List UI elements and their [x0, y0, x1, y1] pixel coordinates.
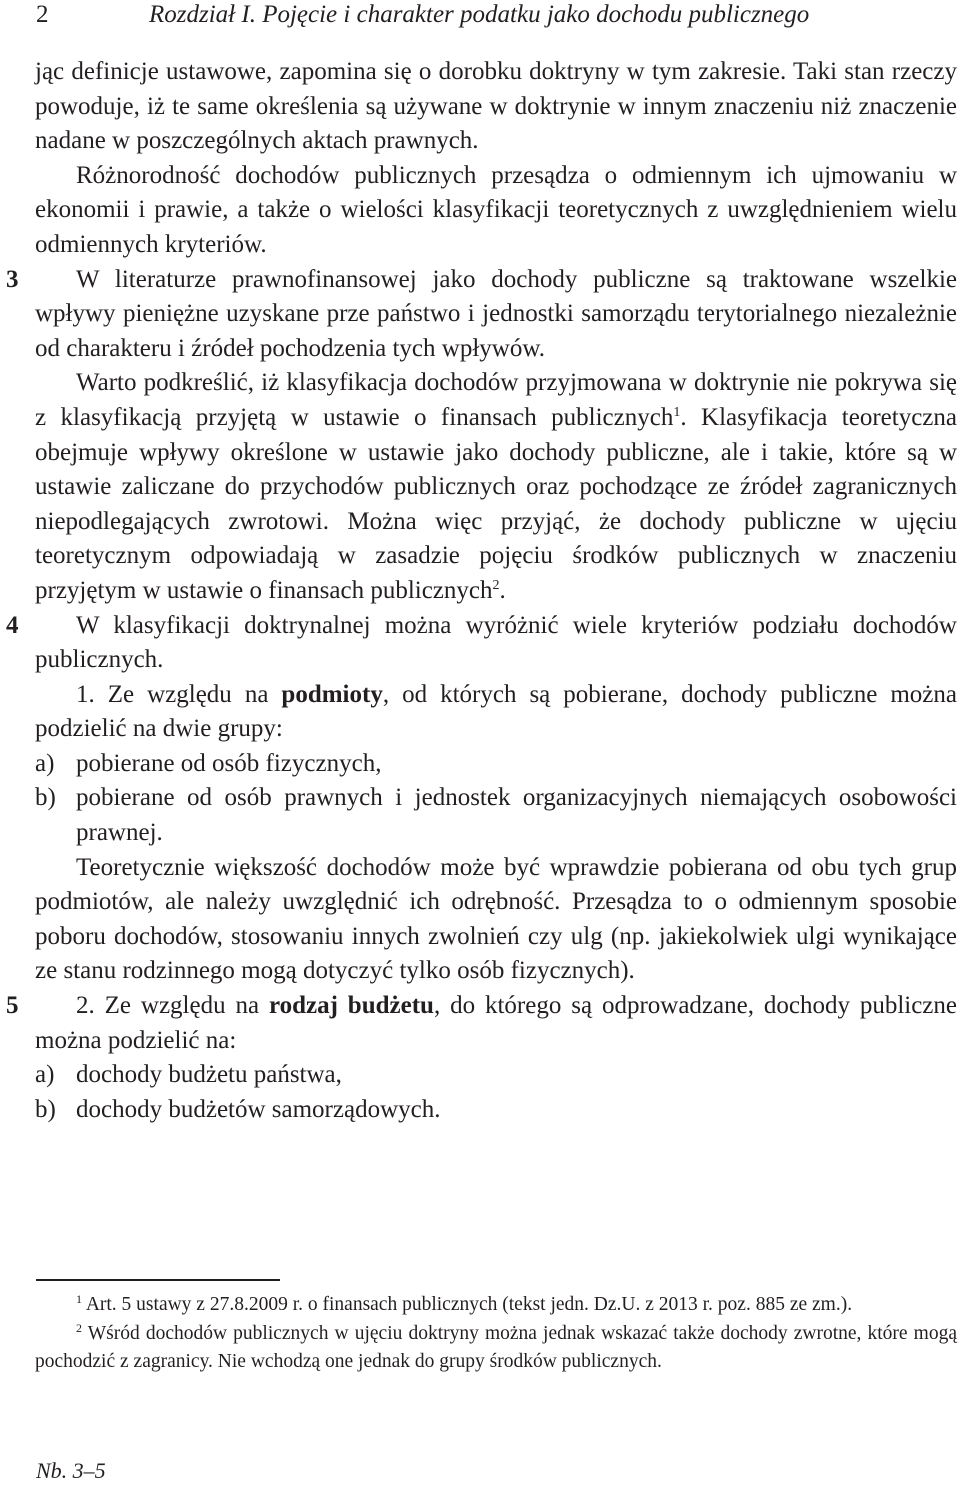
list-label: a): [35, 749, 55, 777]
paragraph: [35, 678, 957, 747]
paragraph-text: , od których są pobierane, dochody publiczne można podzielić na dwie grupy:: [35, 680, 958, 743]
emphasis-term: podmioty: [281, 680, 383, 708]
list-label: b): [35, 784, 56, 812]
list-item: [35, 1093, 957, 1128]
list-item: [35, 1058, 957, 1093]
paragraph: [35, 366, 957, 608]
paragraph-text: .: [499, 576, 506, 604]
main-text: [6, 55, 958, 1127]
margin-number: 4: [6, 611, 19, 639]
footnote-divider: [36, 1279, 280, 1281]
paragraph: Różnorodność dochodów publicznych przesądza o odmiennym ich ujmowaniu w ekonomii i prawie, a także o wielości klasyfikacji teoretycznych z uwzględnieniem wielu odmiennych kryteriów.: [35, 161, 957, 258]
list-text: dochody budżetu państwa,: [76, 1061, 342, 1089]
footnote-ref[interactable]: 1: [673, 404, 681, 420]
paragraph-nb-3: [6, 263, 957, 367]
footnote-text: Wśród dochodów publicznych w ujęciu doktryny można jednak wskazać także dochody zwrotne, które mogą pochodzić z zagranicy. Nie wchodzą one jednak do grupy środków publicznych.: [35, 1322, 957, 1372]
marginal-number-ref: Nb. 3–5: [36, 1458, 106, 1483]
list-item: [35, 747, 957, 782]
page-number: 2: [36, 1, 49, 28]
margin-number: 3: [6, 265, 19, 293]
footnote-text: Art. 5 ustawy z 27.8.2009 r. o finansach publicznych (tekst jedn. Dz.U. z 2013 r. poz. 885 ze zm.).: [85, 1294, 853, 1315]
paragraph-text: , do którego są odprowadzane, dochody publiczne można podzielić na:: [35, 992, 958, 1054]
paragraph-nb-4: [6, 609, 957, 678]
paragraph: Teoretycznie większość dochodów może być wprawdzie pobierana od obu tych grup podmiotów, ale należy uwzględnić ich odrębność. Przesądza to o odmiennym sposobie poboru dochodów, stosowaniu innych zwolnień czy ulg (np. jakiekolwiek ulgi wynikające ze stanu rodzinnego mogą dotyczyć tylko osób fizycznych).: [35, 853, 957, 985]
footnote-number: 1: [76, 1292, 82, 1306]
list-text: pobierane od osób prawnych i jednostek organizacyjnych niemających osobowości prawnej.: [76, 784, 957, 847]
paragraph-text: 2. Ze względu na: [76, 992, 269, 1020]
paragraph-text: W literaturze prawnofinansowej jako dochody publiczne są traktowane wszelkie wpływy pieniężne uzyskane prze państwo i jednostki samorządu terytorialnego niezależnie od charakteru i źródeł pochodzenia tych wpływów.: [35, 265, 957, 362]
paragraph-text: 1. Ze względu na: [76, 680, 282, 708]
list-item: [35, 781, 957, 850]
footnote-number: 2: [76, 1320, 82, 1335]
emphasis-term: rodzaj budżetu: [268, 992, 434, 1020]
paragraph-text: Warto podkreślić, iż klasyfikacja dochodów przyjmowana w doktrynie nie pokrywa się z klasyfikacją przyjętą w ustawie o finansach publicznych: [35, 369, 957, 431]
list-text: pobierane od osób fizycznych,: [76, 749, 382, 777]
footnote: [35, 1291, 957, 1320]
list-label: b): [35, 1095, 56, 1123]
paragraph-text: . Klasyfikacja teoretyczna obejmuje wpływy określone w ustawie jako dochody publiczne, ale i takie, które są w ustawie zaliczane do przychodów publicznych oraz pochodzące ze źródeł zagranicznych niepodlegających zwrotowi. Można więc przyjąć, że dochody publiczne w ujęciu teoretycznym odpowiadają w zasadzie pojęciu środków publicznych w znaczeniu przyjętym w ustawie o finansach publicznych: [35, 403, 957, 604]
paragraph: jąc definicje ustawowe, zapomina się o dorobku doktryny w tym zakresie. Taki stan rzeczy powoduje, iż te same określenia są używane w doktrynie w innym znaczeniu niż znaczenie nadane w poszczególnych aktach prawnych.: [35, 58, 957, 155]
paragraph-text: W klasyfikacji doktrynalnej można wyróżnić wiele kryteriów podziału dochodów publicznych.: [35, 611, 957, 674]
footnote: [35, 1320, 957, 1377]
paragraph-nb-5: [6, 989, 958, 1058]
footnotes: [35, 1291, 957, 1377]
footnote-ref[interactable]: 2: [492, 577, 500, 593]
margin-number: 5: [6, 992, 19, 1020]
running-title: Rozdział I. Pojęcie i charakter podatku jako dochodu publicznego: [149, 1, 810, 28]
list-text: dochody budżetów samorządowych.: [76, 1095, 441, 1123]
list-label: a): [35, 1061, 55, 1089]
